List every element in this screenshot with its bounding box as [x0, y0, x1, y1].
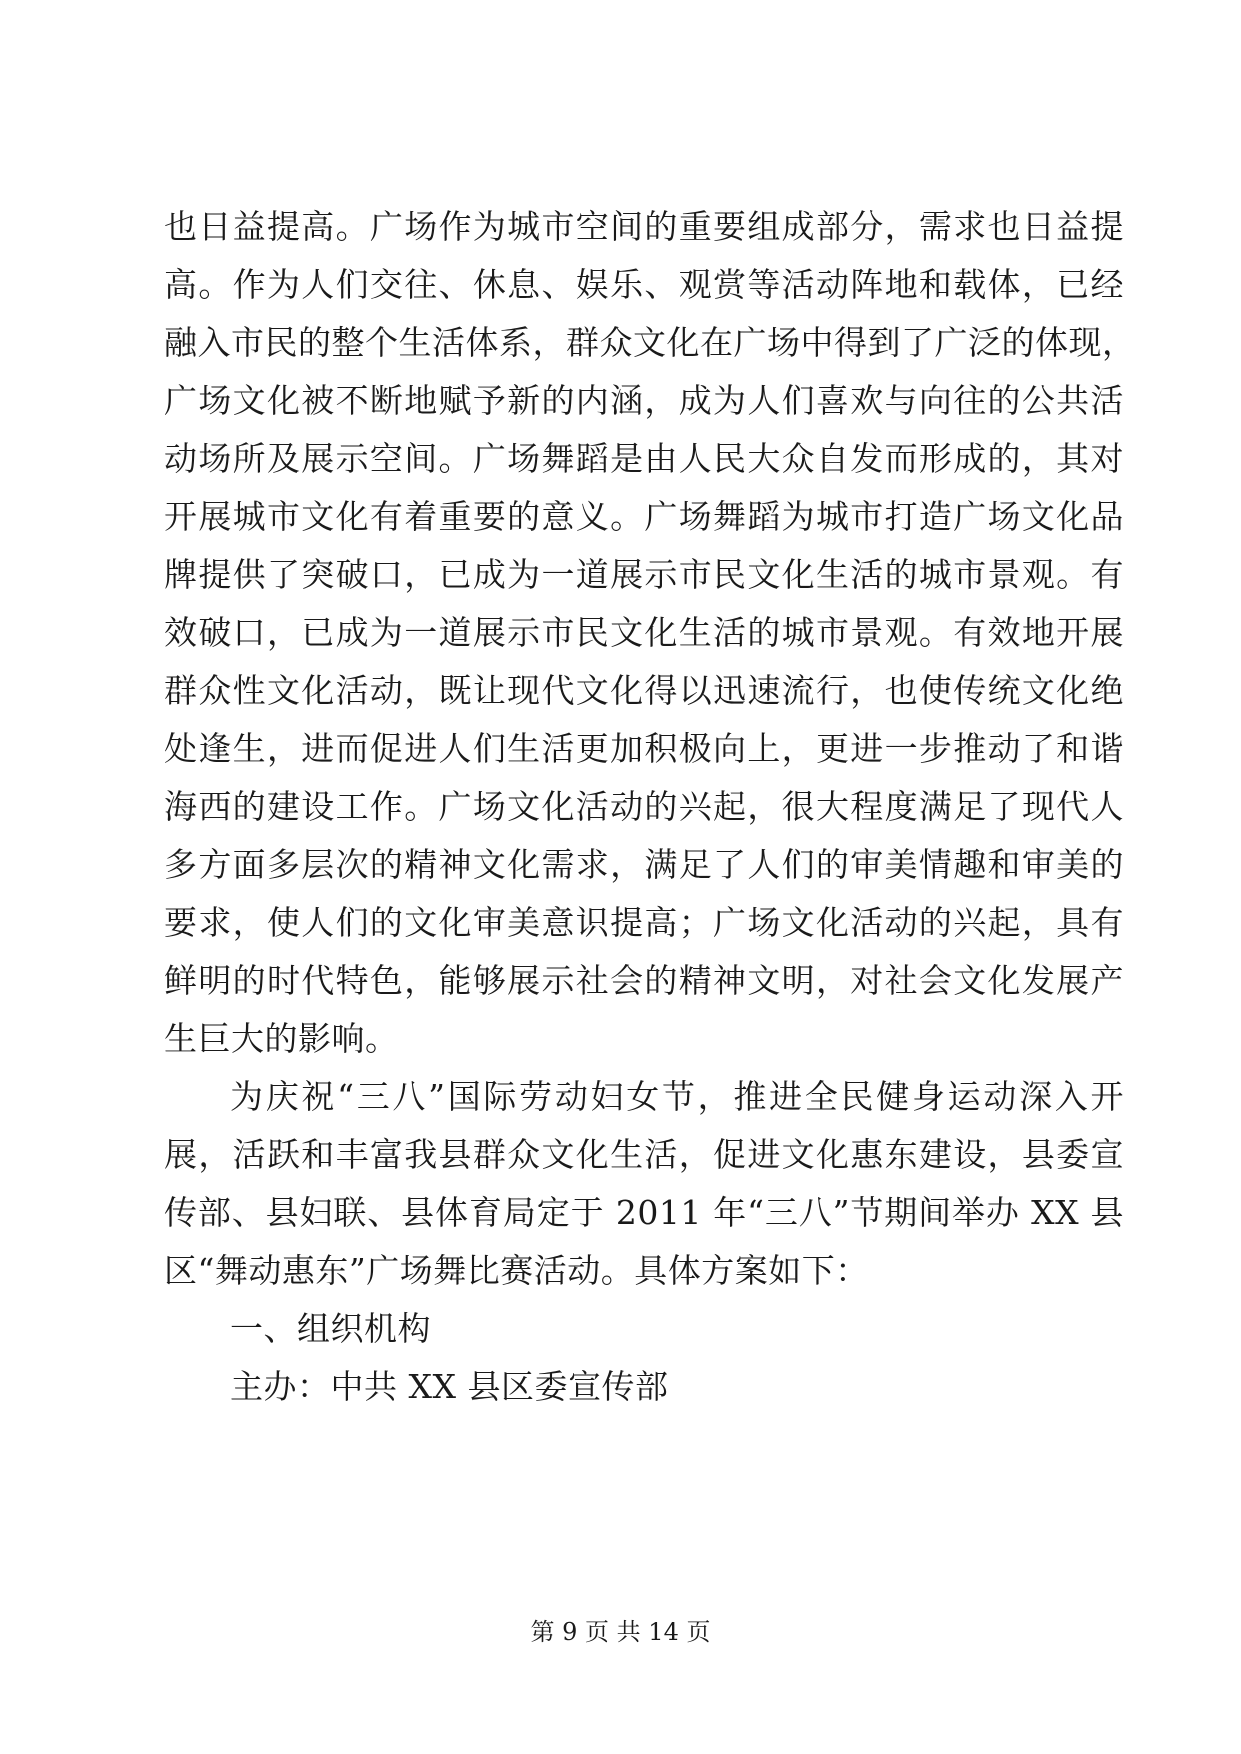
text-line: 鲜明的时代特色，能够展示社会的精神文明，对社会文化发展产: [164, 961, 1124, 1000]
text-line: 为庆祝“三八”国际劳动妇女节，推进全民健身运动深入开: [230, 1077, 1124, 1116]
paragraph-2: [164, 1068, 1124, 1300]
text-line: 牌提供了突破口，已成为一道展示市民文化生活的城市景观。有: [164, 555, 1124, 594]
text-line: 海西的建设工作。广场文化活动的兴起，很大程度满足了现代人: [164, 787, 1124, 826]
text-line: 群众性文化活动，既让现代文化得以迅速流行，也使传统文化绝: [164, 671, 1124, 710]
text-line: 融入市民的整个生活体系，群众文化在广场中得到了广泛的体现，: [164, 323, 1136, 362]
text-line: 动场所及展示空间。广场舞蹈是由人民大众自发而形成的，其对: [164, 439, 1124, 478]
text-line: 广场文化被不断地赋予新的内涵，成为人们喜欢与向往的公共活: [164, 381, 1124, 420]
text-line: 要求，使人们的文化审美意识提高；广场文化活动的兴起，具有: [164, 903, 1124, 942]
text-line: 也日益提高。广场作为城市空间的重要组成部分，需求也日益提: [164, 207, 1124, 246]
text-line: 处逢生，进而促进人们生活更加积极向上，更进一步推动了和谐: [164, 729, 1124, 768]
text-line: 效破口，已成为一道展示市民文化生活的城市景观。有效地开展: [164, 613, 1124, 652]
text-line: 多方面多层次的精神文化需求，满足了人们的审美情趣和审美的: [164, 845, 1124, 884]
text-line: 高。作为人们交往、休息、娱乐、观赏等活动阵地和载体，已经: [164, 265, 1124, 304]
text-line: 展，活跃和丰富我县群众文化生活，促进文化惠东建设，县委宣: [164, 1135, 1124, 1174]
section-heading: 一、组织机构: [230, 1309, 431, 1348]
text-line: 区“舞动惠东”广场舞比赛活动。具体方案如下：: [164, 1251, 869, 1290]
paragraph-1: [164, 198, 1136, 1068]
organizer-line: 主办：中共 XX 县区委宣传部: [230, 1367, 669, 1406]
page-footer: 第 9 页 共 14 页: [530, 1618, 711, 1646]
document-body: [164, 198, 1136, 1416]
text-line: 生巨大的影响。: [164, 1019, 399, 1058]
text-line: 开展城市文化有着重要的意义。广场舞蹈为城市打造广场文化品: [164, 497, 1124, 536]
text-line: 传部、县妇联、县体育局定于 2011 年“三八”节期间举办 XX 县: [164, 1193, 1124, 1232]
